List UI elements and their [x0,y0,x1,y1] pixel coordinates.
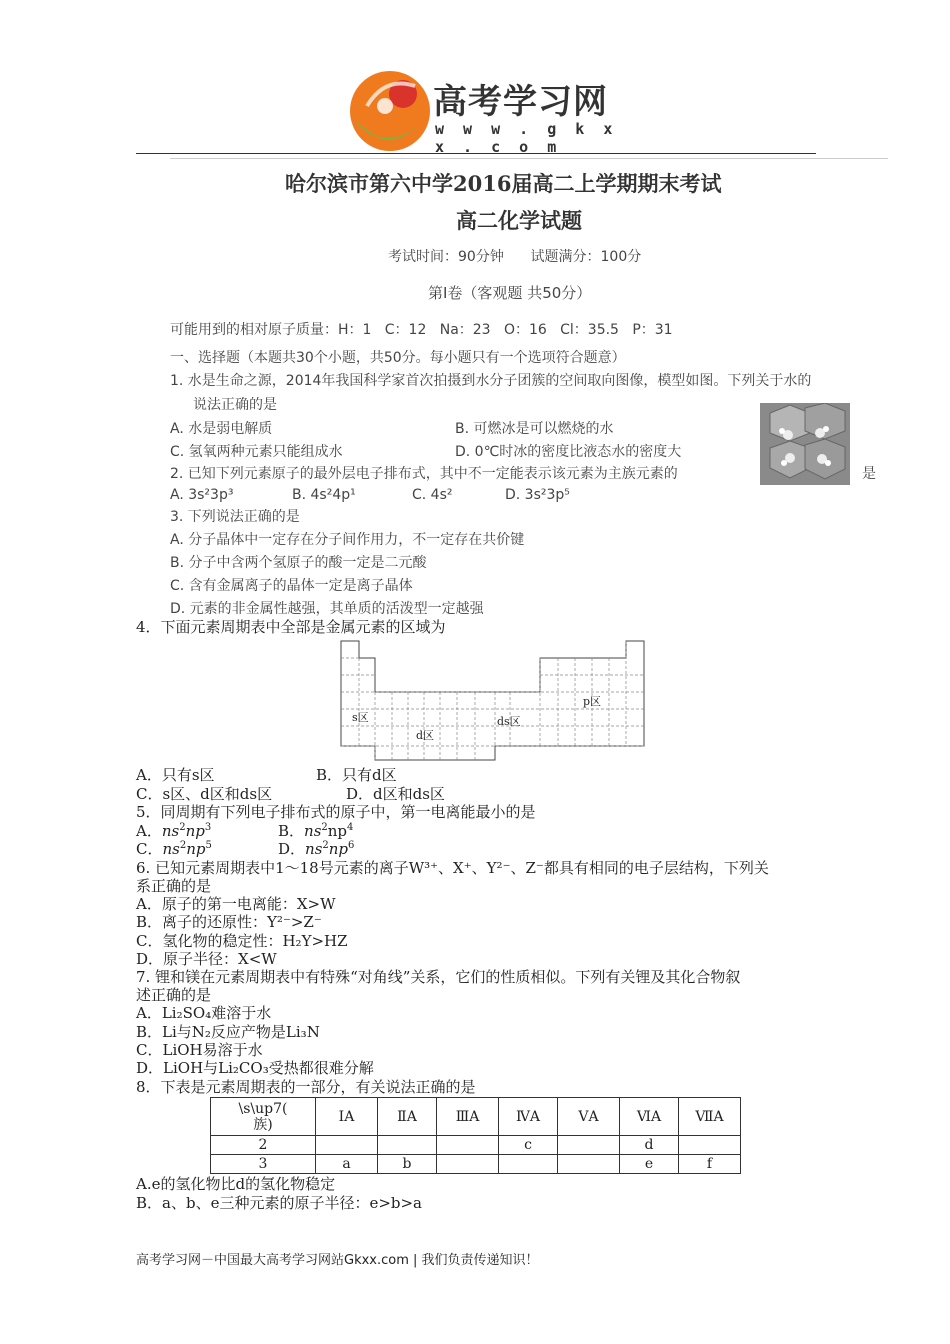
q5-option-c-ns: ns [162,840,180,858]
q5-option-b-np: np [327,822,348,840]
q3-stem: 3. 下列说法正确的是 [170,509,300,525]
s-block-label: s区 [352,711,369,724]
table-cell [437,1136,499,1155]
logo-name: 高考学习网 [433,82,608,122]
q6-option-b: B．离子的还原性：Y²⁻>Z⁻ [136,913,322,931]
q5-option-b-sup2: 4 [347,822,354,833]
q2-stem-end: 是 [862,466,876,482]
q5-option-d-sup2: 6 [348,840,355,851]
q7-stem-line1: 7. 锂和镁在元素周期表中有特殊“对角线”关系，它们的性质相似。下列有关锂及其化合物叙 [136,968,741,986]
q8-option-a: A.e的氢化物比d的氢化物稳定 [136,1175,336,1193]
table-cell: d [620,1136,679,1155]
q6-stem-line1: 6. 已知元素周期表中1～18号元素的离子W³⁺、X⁺、Y²⁻、Z⁻都具有相同的电子层结构，下列关 [136,859,769,877]
table-cell [679,1136,741,1155]
q8-stem: 8．下表是元素周期表的一部分，有关说法正确的是 [136,1078,476,1096]
q7-option-a: A．Li₂SO₄难溶于水 [136,1004,272,1022]
logo-url: w w w . g k x x . c o m [435,120,618,156]
q5-option-a-sup1: 2 [179,822,186,833]
q6-option-c: C．氢化物的稳定性：H₂Y>HZ [136,932,348,950]
q3-option-d: D. 元素的非金属性越强，其单质的活泼型一定越强 [170,601,484,617]
table-cell: f [679,1155,741,1174]
q1-stem-line2: 说法正确的是 [193,397,277,413]
q5-option-b [278,822,353,840]
header-rule [136,153,816,154]
q8-option-b: B．a、b、e三种元素的原子半径：e>b>a [136,1194,423,1212]
q5-option-a-label: A． [136,822,162,840]
water-cluster-image [760,403,850,485]
q1-option-d: D. 0℃时冰的密度比液态水的密度大 [455,444,682,460]
q7-option-d: D．LiOH与Li₂CO₃受热都很难分解 [136,1059,374,1077]
q5-option-d-np: np [328,840,349,858]
q4-stem: 4．下面元素周期表中全部是金属元素的区域为 [136,618,446,636]
q4-option-c: C．s区、d区和ds区 [136,785,273,803]
table-cell: e [620,1155,679,1174]
exam-info: 考试时间：90分钟 试题满分：100分 [388,249,642,265]
table-header-cell: ⅥA [620,1098,679,1136]
table-cell [499,1155,558,1174]
q1-option-c: C. 氢氧两种元素只能组成水 [170,444,343,460]
section-heading: 一、选择题（本题共30个小题，共50分。每小题只有一个选项符合题意） [170,350,626,366]
q5-option-d-ns: ns [305,840,323,858]
q3-option-c: C. 含有金属离子的晶体一定是离子晶体 [170,578,413,594]
exam-title: 哈尔滨市第六中学2016届高二上学期期末考试 [285,171,722,196]
q5-option-d-label: D． [278,840,306,858]
part-heading: 第Ⅰ卷（客观题 共50分） [428,284,592,302]
table-cell [378,1136,437,1155]
q5-option-b-label: B． [278,822,305,840]
table-header-cell: ⅦA [679,1098,741,1136]
q1-stem-line1: 1. 水是生命之源，2014年我国科学家首次拍摄到水分子团簇的空间取向图像，模型如图。下列关于水的 [170,373,812,389]
table-header-row [211,1098,741,1136]
q6-option-a: A．原子的第一电离能：X>W [136,895,336,913]
table-row [211,1136,741,1155]
q5-option-c-sup2: 5 [205,840,212,851]
logo [345,66,625,156]
table-header-cell: \s\up7( 族) [211,1098,316,1136]
q5-option-d-sup1: 2 [322,840,329,851]
q2-option-b: B. 4s²4p¹ [292,487,356,503]
table-cell: 2 [211,1136,316,1155]
q3-option-a: A. 分子晶体中一定存在分子间作用力，不一定存在共价键 [170,532,525,548]
q7-option-c: C．LiOH易溶于水 [136,1041,263,1059]
footer-text: 高考学习网－中国最大高考学习网站Gkxx.com | 我们负责传递知识！ [136,1253,539,1268]
q5-option-b-sup1: 2 [321,822,328,833]
q5-option-c-np: np [186,840,206,858]
q2-option-c: C. 4s² [412,487,453,503]
q7-stem-line2: 述正确的是 [136,986,212,1004]
atomic-masses: 可能用到的相对原子质量：H：1 C：12 Na：23 O：16 Cl：35.5 P：31 [170,322,673,338]
q1-option-a: A. 水是弱电解质 [170,421,273,437]
q4-option-b: B．只有d区 [316,766,397,784]
q8-periodic-table [210,1097,741,1174]
table-header-cell: ⅣA [499,1098,558,1136]
table-cell: a [316,1155,378,1174]
q5-option-c-label: C． [136,840,163,858]
table-header-cell: ⅢA [437,1098,499,1136]
q5-option-a-sup2: 3 [204,822,212,833]
q2-stem: 2. 已知下列元素原子的最外层电子排布式，其中不一定能表示该元素为主族元素的 [170,466,678,482]
q1-option-b: B. 可燃冰是可以燃烧的水 [455,421,614,437]
table-cell [558,1155,620,1174]
p-block-label: p区 [583,695,602,708]
q2-option-d: D. 3s²3p⁵ [505,487,570,503]
q5-option-a-ns: ns [161,822,180,840]
q3-option-b: B. 分子中含两个氢原子的酸一定是二元酸 [170,555,427,571]
table-row [211,1155,741,1174]
table-cell: 3 [211,1155,316,1174]
q5-option-d [278,840,354,858]
q4-option-a: A．只有s区 [136,766,215,784]
q5-stem: 5．同周期有下列电子排布式的原子中，第一电离能最小的是 [136,803,536,821]
table-cell [437,1155,499,1174]
q5-option-b-ns: ns [304,822,322,840]
exam-subtitle: 高二化学试题 [456,208,582,233]
table-header-cell: ⅤA [558,1098,620,1136]
q5-option-c [136,840,212,858]
q5-option-c-sup1: 2 [179,840,187,851]
q7-option-b: B．Li与N₂反应产物是Li₃N [136,1023,320,1041]
header-rule-faint [170,158,888,159]
table-cell: c [499,1136,558,1155]
table-header-cell: ⅠA [316,1098,378,1136]
ds-block-label: ds区 [497,715,521,728]
logo-emblem-icon [345,66,435,156]
d-block-label: d区 [416,729,435,742]
table-cell [316,1136,378,1155]
table-header-cell: ⅡA [378,1098,437,1136]
table-cell: b [378,1155,437,1174]
table-cell [558,1136,620,1155]
q4-option-d: D．d区和ds区 [346,785,445,803]
q6-option-d: D．原子半径：X<W [136,950,277,968]
q2-option-a: A. 3s²3p³ [170,487,234,503]
q6-stem-line2: 系正确的是 [136,877,212,895]
q5-option-a-np: np [185,822,205,840]
q5-option-a [136,822,211,840]
